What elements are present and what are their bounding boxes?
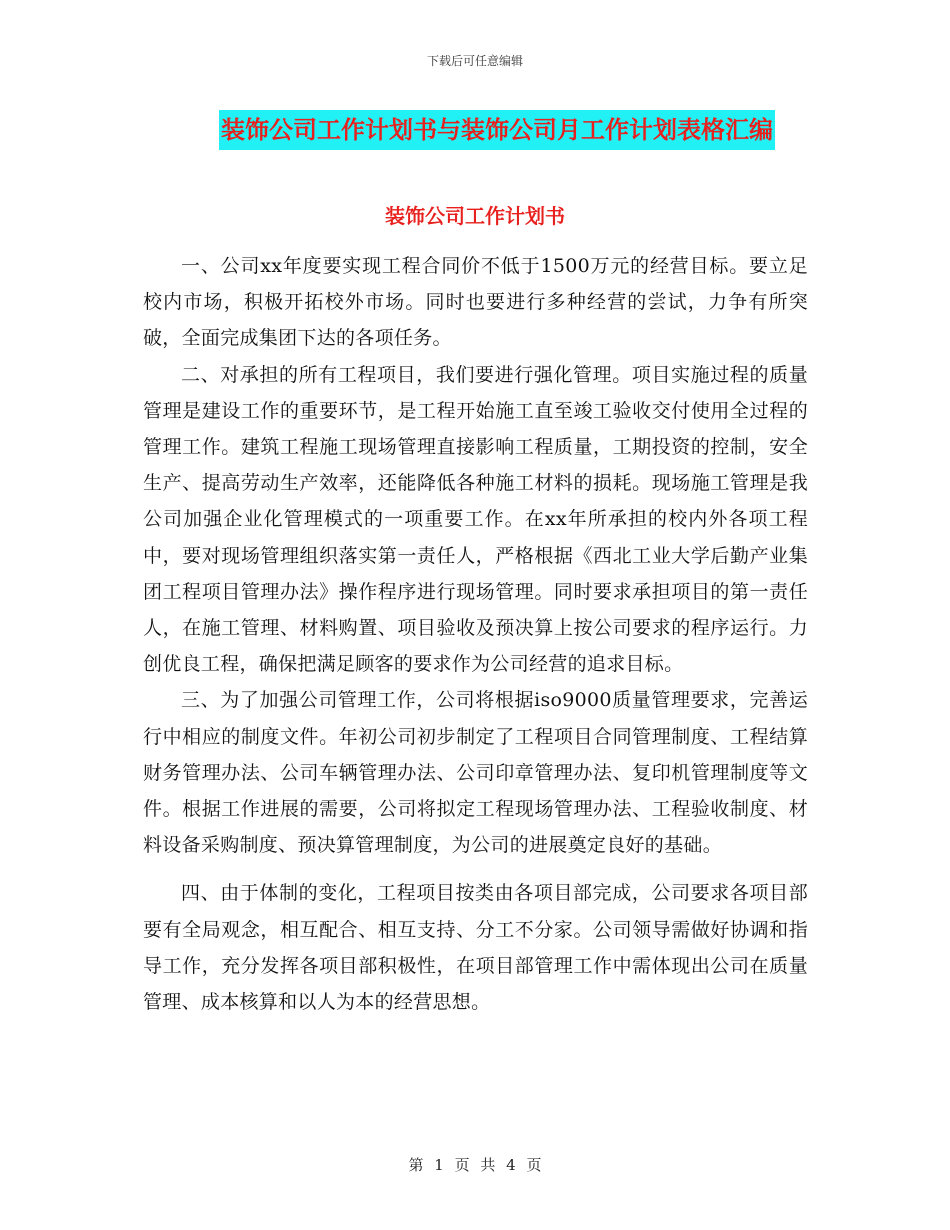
paragraph-3: 三、为了加强公司管理工作，公司将根据iso9000质量管理要求，完善运行中相应的制度文件。年初公司初步制定了工程项目合同管理制度、工程结算财务管理办法、公司车辆管理办法、公司印章管理办法、复印机管理制度等文件。根据工作进展的需要，公司将拟定工程现场管理办法、工程验收制度、材料设备采购制度、预决算管理制度，为公司的进展奠定良好的基础。	[143, 689, 808, 857]
document-title: 装饰公司工作计划书与装饰公司月工作计划表格汇编	[219, 110, 775, 150]
page-footer: 第 1 页 共 4 页	[408, 1156, 542, 1174]
section-title: 装饰公司工作计划书	[385, 204, 565, 228]
page-header: 下载后可任意编辑	[426, 54, 523, 68]
document-title-wrap	[192, 110, 802, 150]
paragraph-1: 一、公司xx年度要实现工程合同价不低于1500万元的经营目标。要立足校内市场，积极开拓校外市场。同时也要进行多种经营的尝试，力争有所突破，全面完成集团下达的各项任务。	[143, 255, 808, 350]
paragraph-2: 二、对承担的所有工程项目，我们要进行强化管理。项目实施过程的质量管理是建设工作的重要环节，是工程开始施工直至竣工验收交付使用全过程的管理工作。建筑工程施工现场管理直接影响工程质量，工期投资的控制，安全生产、提高劳动生产效率，还能降低各种施工材料的损耗。现场施工管理是我公司加强企业化管理模式的一项重要工作。在xx年所承担的校内外各项工程中，要对现场管理组织落实第一责任人，严格根据《西北工业大学后勤产业集团工程项目管理办法》操作程序进行现场管理。同时要求承担项目的第一责任人，在施工管理、材料购置、项目验收及预决算上按公司要求的程序运行。力创优良工程，确保把满足顾客的要求作为公司经营的追求目标。	[143, 363, 808, 676]
document-body	[143, 248, 808, 1020]
paragraph-4: 四、由于体制的变化，工程项目按类由各项目部完成，公司要求各项目部要有全局观念，相互配合、相互支持、分工不分家。公司领导需做好协调和指导工作，充分发挥各项目部积极性，在项目部管理工作中需体现出公司在质量管理、成本核算和以人为本的经营思想。	[143, 882, 808, 1014]
